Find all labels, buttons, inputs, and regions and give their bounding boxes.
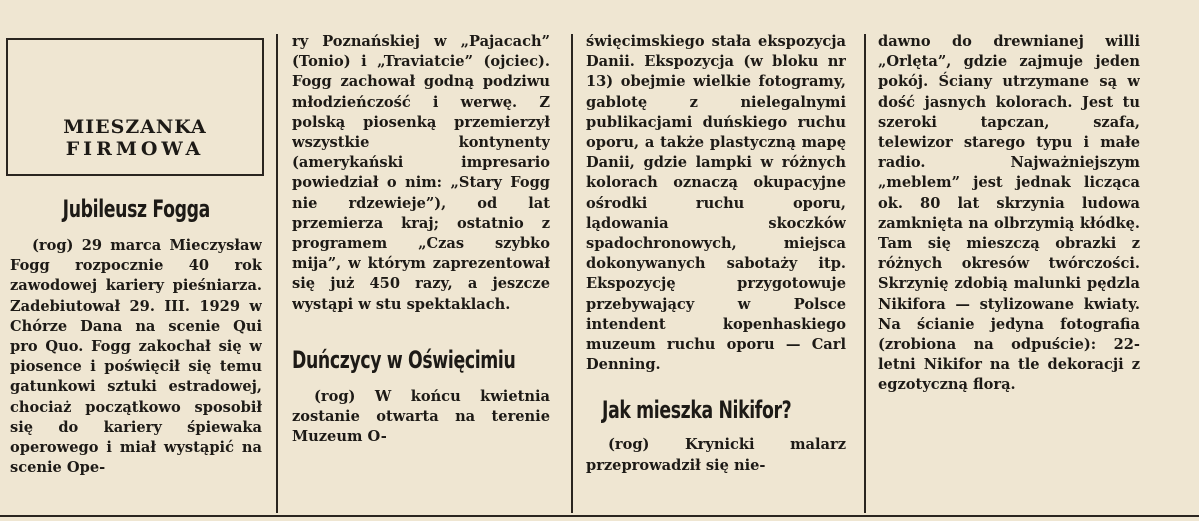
column-divider-1 bbox=[276, 34, 278, 513]
article3-body: (rog) Krynicki malarz przeprowadził się nie- bbox=[586, 436, 846, 474]
column-4 bbox=[878, 32, 1140, 509]
article1-headline: Jubileusz Fogga bbox=[62, 195, 210, 223]
article3-headline: Jak mieszka Nikifor? bbox=[602, 396, 792, 425]
article3-continuation: dawno do drewnianej willi „Orlęta”, gdzie zajmuje jeden pokój. Ściany utrzymane są w dość jasnych kolorach. Jest tu szeroki tapczan, szafa, telewizor starego typu i małe radio. Najważniejszym „meblem” jest jednak licząca ok. 80 lat skrzynia ludowa zamknięta na olbrzymią kłódkę. Tam się mieszczą obrazki z różnych okresów twórczości. Skrzynię zdobią malunki pędzla Nikifora — stylizowane kwiaty. Na ścianie jedyna fotografia (zrobiona na odpuście): 22-letni Nikifor na tle dekoracji z egzotyczną florą. bbox=[878, 33, 1140, 394]
bottom-rule bbox=[0, 515, 1199, 517]
article2-headline: Duńczycy w Oświęcimiu bbox=[292, 345, 516, 374]
column-3 bbox=[586, 32, 846, 509]
column-2 bbox=[292, 32, 550, 509]
section-box bbox=[6, 38, 264, 176]
section-title-line2: FIRMOWA bbox=[65, 138, 205, 160]
section-title bbox=[8, 116, 262, 160]
section-title-line1: MIESZANKA bbox=[63, 116, 207, 138]
column-1 bbox=[10, 194, 262, 509]
article2-body: (rog) W końcu kwietnia zostanie otwarta na terenie Muzeum O- bbox=[292, 387, 550, 446]
article2-continuation: święcimskiego stała ekspozycja Danii. Ekspozycja (w bloku nr 13) obejmie wielkie fotogramy, gablotę z nielegalnymi publikacjami duńskiego ruchu oporu, a także plastyczną mapę Danii, gdzie lampki w różnych kolorach oznaczą okupacyjne ośrodki ruchu oporu, lądowania skoczków spadochronowych, miejsca dokonywanych sabotaży itp. Ekspozycję przygotowuje przebywający w Polsce intendent kopenhaskiego muzeum ruchu oporu — Carl Denning. bbox=[586, 33, 846, 374]
article1-body: (rog) 29 marca Mieczysław Fogg rozpocznie 40 rok zawodowej kariery pieśniarza. Zadebiutował 29. III. 1929 w Chórze Dana na scenie Qui pro Quo. Fogg zakochał się w piosence i poświęcił się temu gatunkowi sztuki estradowej, chociaż początkowo sposobił się do kariery śpiewaka operowego i miał wystąpić na scenie Ope- bbox=[10, 237, 262, 477]
article1-continuation: ry Poznańskiej w „Pajacach” (Tonio) i „Traviatcie” (ojciec). Fogg zachował godną podziwu młodzieńczość i werwę. Z polską piosenką przemierzył wszystkie kontynenty (amerykański impresario powiedział o nim: „Stary Fogg nie rdzewieje”), od lat przemierza kraj; ostatnio z programem „Czas szybko mija”, w którym zaprezentował się już 450 razy, a jeszcze wystąpi w stu spektaklach. bbox=[292, 33, 550, 313]
column-divider-3 bbox=[864, 34, 866, 513]
column-divider-2 bbox=[571, 34, 573, 513]
